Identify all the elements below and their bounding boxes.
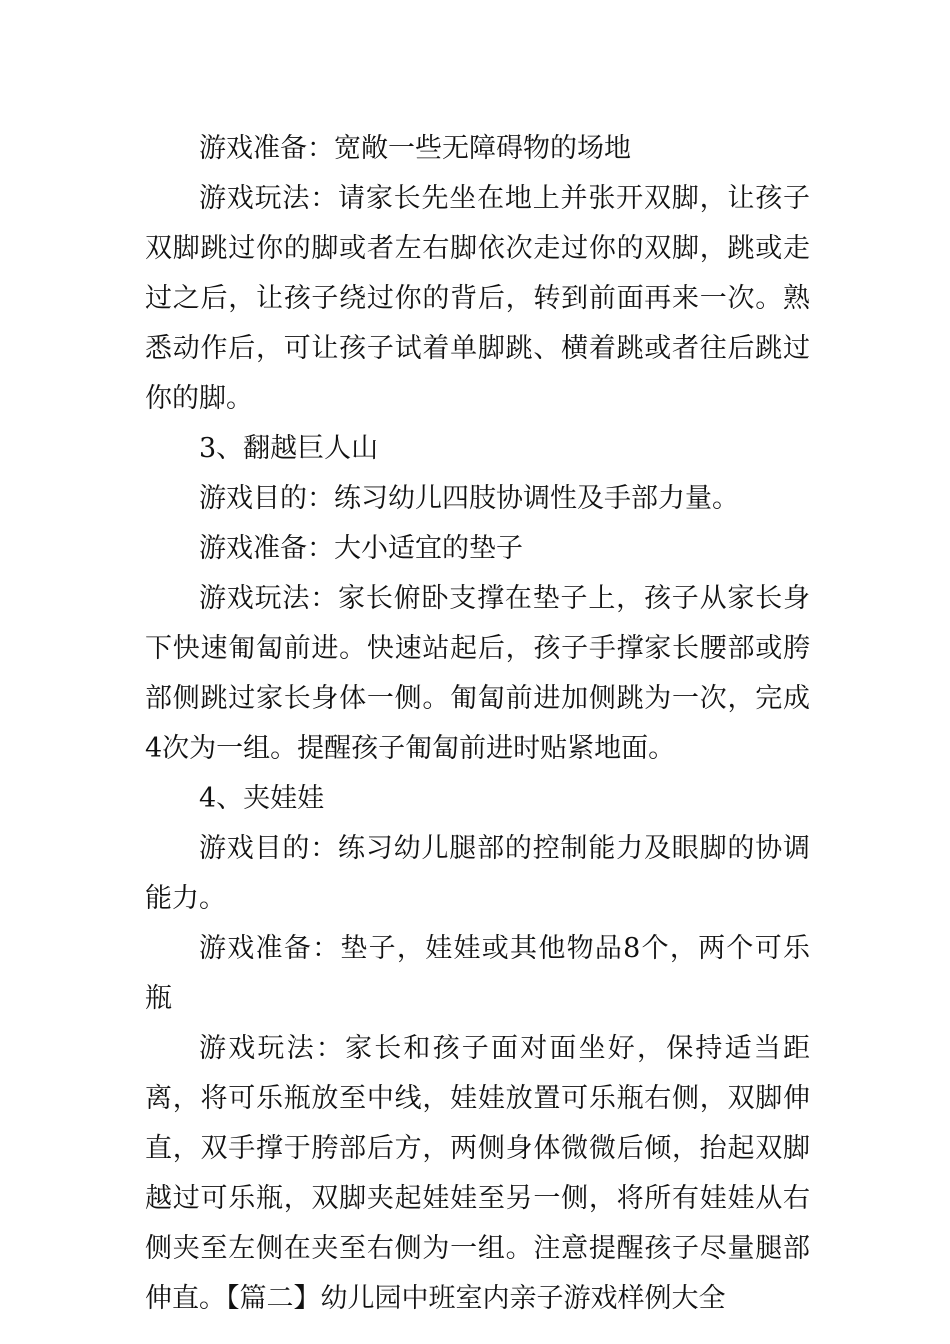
paragraph-game-preparation-1: 游戏准备：宽敞一些无障碍物的场地 [199, 133, 631, 164]
paragraph-game-rules-4: 游戏玩法：家长和孩子面对面坐好，保持适当距离，将可乐瓶放至中线，娃娃放置可乐瓶右侧，双脚伸直，双手撑于胯部后方，两侧身体微微后倾，抬起双脚越过可乐瓶，双脚夹起娃娃至另一侧，将所有娃娃从右侧夹至左侧在夹至右侧为一组。注意提醒孩子尽量腿部伸直。【篇二】幼儿园中班室内亲子游戏样例大全 [145, 1033, 810, 1314]
document-body [145, 124, 810, 1324]
paragraph-game-preparation-4: 游戏准备：垫子，娃娃或其他物品8个，两个可乐瓶 [145, 933, 810, 1014]
paragraph-game-goal-4: 游戏目的：练习幼儿腿部的控制能力及眼脚的协调能力。 [145, 833, 810, 914]
paragraph-game-rules-1: 游戏玩法：请家长先坐在地上并张开双脚，让孩子双脚跳过你的脚或者左右脚依次走过你的双脚，跳或走过之后，让孩子绕过你的背后，转到前面再来一次。熟悉动作后，可让孩子试着单脚跳、横着跳或者往后跳过你的脚。 [145, 183, 810, 414]
paragraph-game-rules-3: 游戏玩法：家长俯卧支撑在垫子上，孩子从家长身下快速匍匐前进。快速站起后，孩子手撑家长腰部或胯部侧跳过家长身体一侧。匍匐前进加侧跳为一次，完成4次为一组。提醒孩子匍匐前进时贴紧地面。 [145, 583, 810, 764]
section-heading-4: 4、夹娃娃 [199, 783, 325, 814]
section-heading-3: 3、翻越巨人山 [199, 433, 379, 464]
paragraph-game-goal-3: 游戏目的：练习幼儿四肢协调性及手部力量。 [199, 483, 739, 514]
paragraph-game-preparation-3: 游戏准备：大小适宜的垫子 [199, 533, 523, 564]
